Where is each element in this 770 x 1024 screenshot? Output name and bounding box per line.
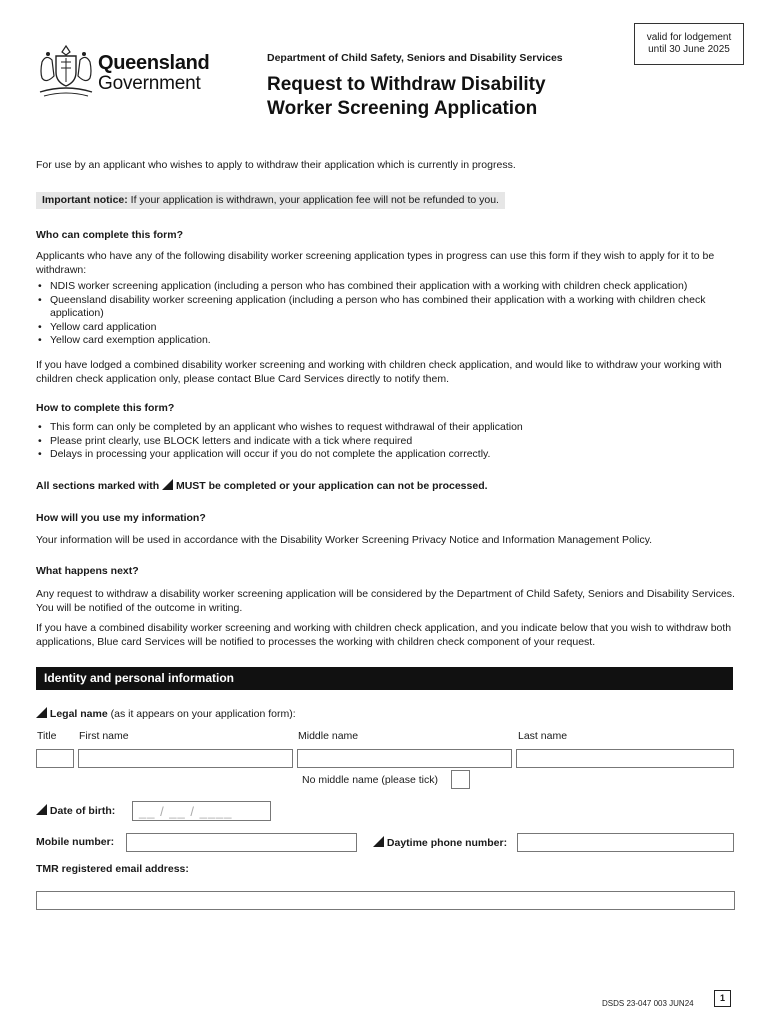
mandatory-triangle-icon	[36, 804, 47, 815]
title-label: Title	[37, 730, 57, 742]
who-text: Applicants who have any of the following disability worker screening application types in progress can use this form if they wish to apply for it to be withdrawn:	[36, 250, 715, 276]
middle-name-input[interactable]	[297, 749, 512, 768]
how-heading: How to complete this form?	[36, 402, 175, 414]
mandatory-triangle-icon	[36, 707, 47, 718]
next-text-1: Any request to withdraw a disability worker screening application will be considered by the Department of Child Safety, Seniors and Disability Services. You will be notified of the outcome in writing.	[36, 588, 735, 614]
next-text-2: If you have a combined disability worker screening and working with children check application, and you indicate below that you wish to withdraw both applications, Blue card Services will be notified to processes the working with children check component of your request.	[36, 622, 732, 648]
who-list	[38, 280, 740, 348]
mandatory-note-post: MUST be completed or your application can not be processed.	[175, 480, 488, 492]
use-text: Your information will be used in accordance with the Disability Worker Screening Privacy Notice and Information Management Policy.	[36, 534, 653, 546]
form-code: DSDS 23-047 003 JUN24	[602, 999, 694, 1008]
mandatory-triangle-icon	[373, 836, 384, 847]
date-of-birth-input[interactable]	[132, 801, 271, 821]
daytime-phone-input[interactable]	[517, 833, 734, 852]
validity-box	[634, 23, 744, 65]
email-label: TMR registered email address:	[36, 863, 189, 875]
legal-name-hint: (as it appears on your application form):	[107, 708, 296, 720]
mandatory-triangle-icon	[162, 479, 173, 490]
list-item: • Delays in processing your application will occur if you do not complete the application correctly.	[50, 448, 740, 462]
who-heading: Who can complete this form?	[36, 229, 184, 241]
qld-logo	[36, 42, 211, 100]
page-title-line1: Request to Withdraw Disability	[267, 74, 546, 95]
notice-text: If your application is withdrawn, your application fee will not be refunded to you.	[127, 194, 499, 206]
mandatory-note-pre: All sections marked with	[36, 480, 160, 492]
logo-line-government: Government	[98, 73, 201, 94]
dob-text: Date of birth:	[49, 805, 116, 817]
first-name-input[interactable]	[78, 749, 293, 768]
section-title: Identity and personal information	[44, 671, 235, 685]
list-item: • NDIS worker screening application (including a person who has combined their application with a working with children check application)	[50, 280, 740, 294]
notice-label: Important notice:	[42, 194, 128, 206]
page-title-line2: Worker Screening Application	[267, 98, 538, 119]
department-name: Department of Child Safety, Seniors and Disability Services	[267, 52, 563, 64]
legal-name-label	[36, 707, 296, 720]
list-item: • Yellow card exemption application.	[50, 334, 740, 348]
mobile-number-input[interactable]	[126, 833, 357, 852]
who-note: If you have lodged a combined disability worker screening and working with children check application, and would like to withdraw your working with children check application only, please contact Blue Card Services directly to notify them.	[36, 359, 722, 385]
dob-placeholder: __ / __ / ____	[139, 804, 233, 819]
validity-line2: until 30 June 2025	[648, 44, 730, 55]
list-item: • Queensland disability worker screening application (including a person who has combined their application with a working with children check application)	[50, 294, 740, 321]
daytime-text: Daytime phone number:	[386, 837, 508, 849]
no-middle-name-label: No middle name (please tick)	[302, 774, 438, 786]
mobile-label: Mobile number:	[36, 836, 115, 848]
middle-name-label: Middle name	[298, 730, 359, 742]
title-input[interactable]	[36, 749, 74, 768]
dob-label	[36, 804, 115, 817]
daytime-label	[373, 836, 507, 849]
first-name-label: First name	[79, 730, 129, 742]
coat-of-arms-icon	[36, 42, 96, 100]
validity-line1: valid for lodgement	[646, 32, 732, 43]
mandatory-note	[36, 479, 488, 492]
section-header	[36, 667, 733, 690]
logo-line-queensland: Queensland	[98, 52, 210, 74]
list-item: • Yellow card application	[50, 321, 740, 335]
list-item: • This form can only be completed by an applicant who wishes to request withdrawal of their application	[50, 421, 740, 435]
important-notice	[36, 192, 505, 209]
use-heading: How will you use my information?	[36, 512, 206, 524]
legal-name-text: Legal name	[49, 708, 108, 720]
no-middle-name-checkbox[interactable]	[451, 770, 470, 789]
list-item: • Please print clearly, use BLOCK letters and indicate with a tick where required	[50, 435, 740, 449]
next-heading: What happens next?	[36, 565, 139, 577]
last-name-input[interactable]	[516, 749, 734, 768]
last-name-label: Last name	[518, 730, 568, 742]
page-title	[267, 73, 546, 121]
intro-text: For use by an applicant who wishes to apply to withdraw their application which is currently in progress.	[36, 159, 516, 171]
page-number: 1	[714, 990, 731, 1007]
email-input[interactable]	[36, 891, 735, 910]
how-list	[38, 421, 740, 462]
